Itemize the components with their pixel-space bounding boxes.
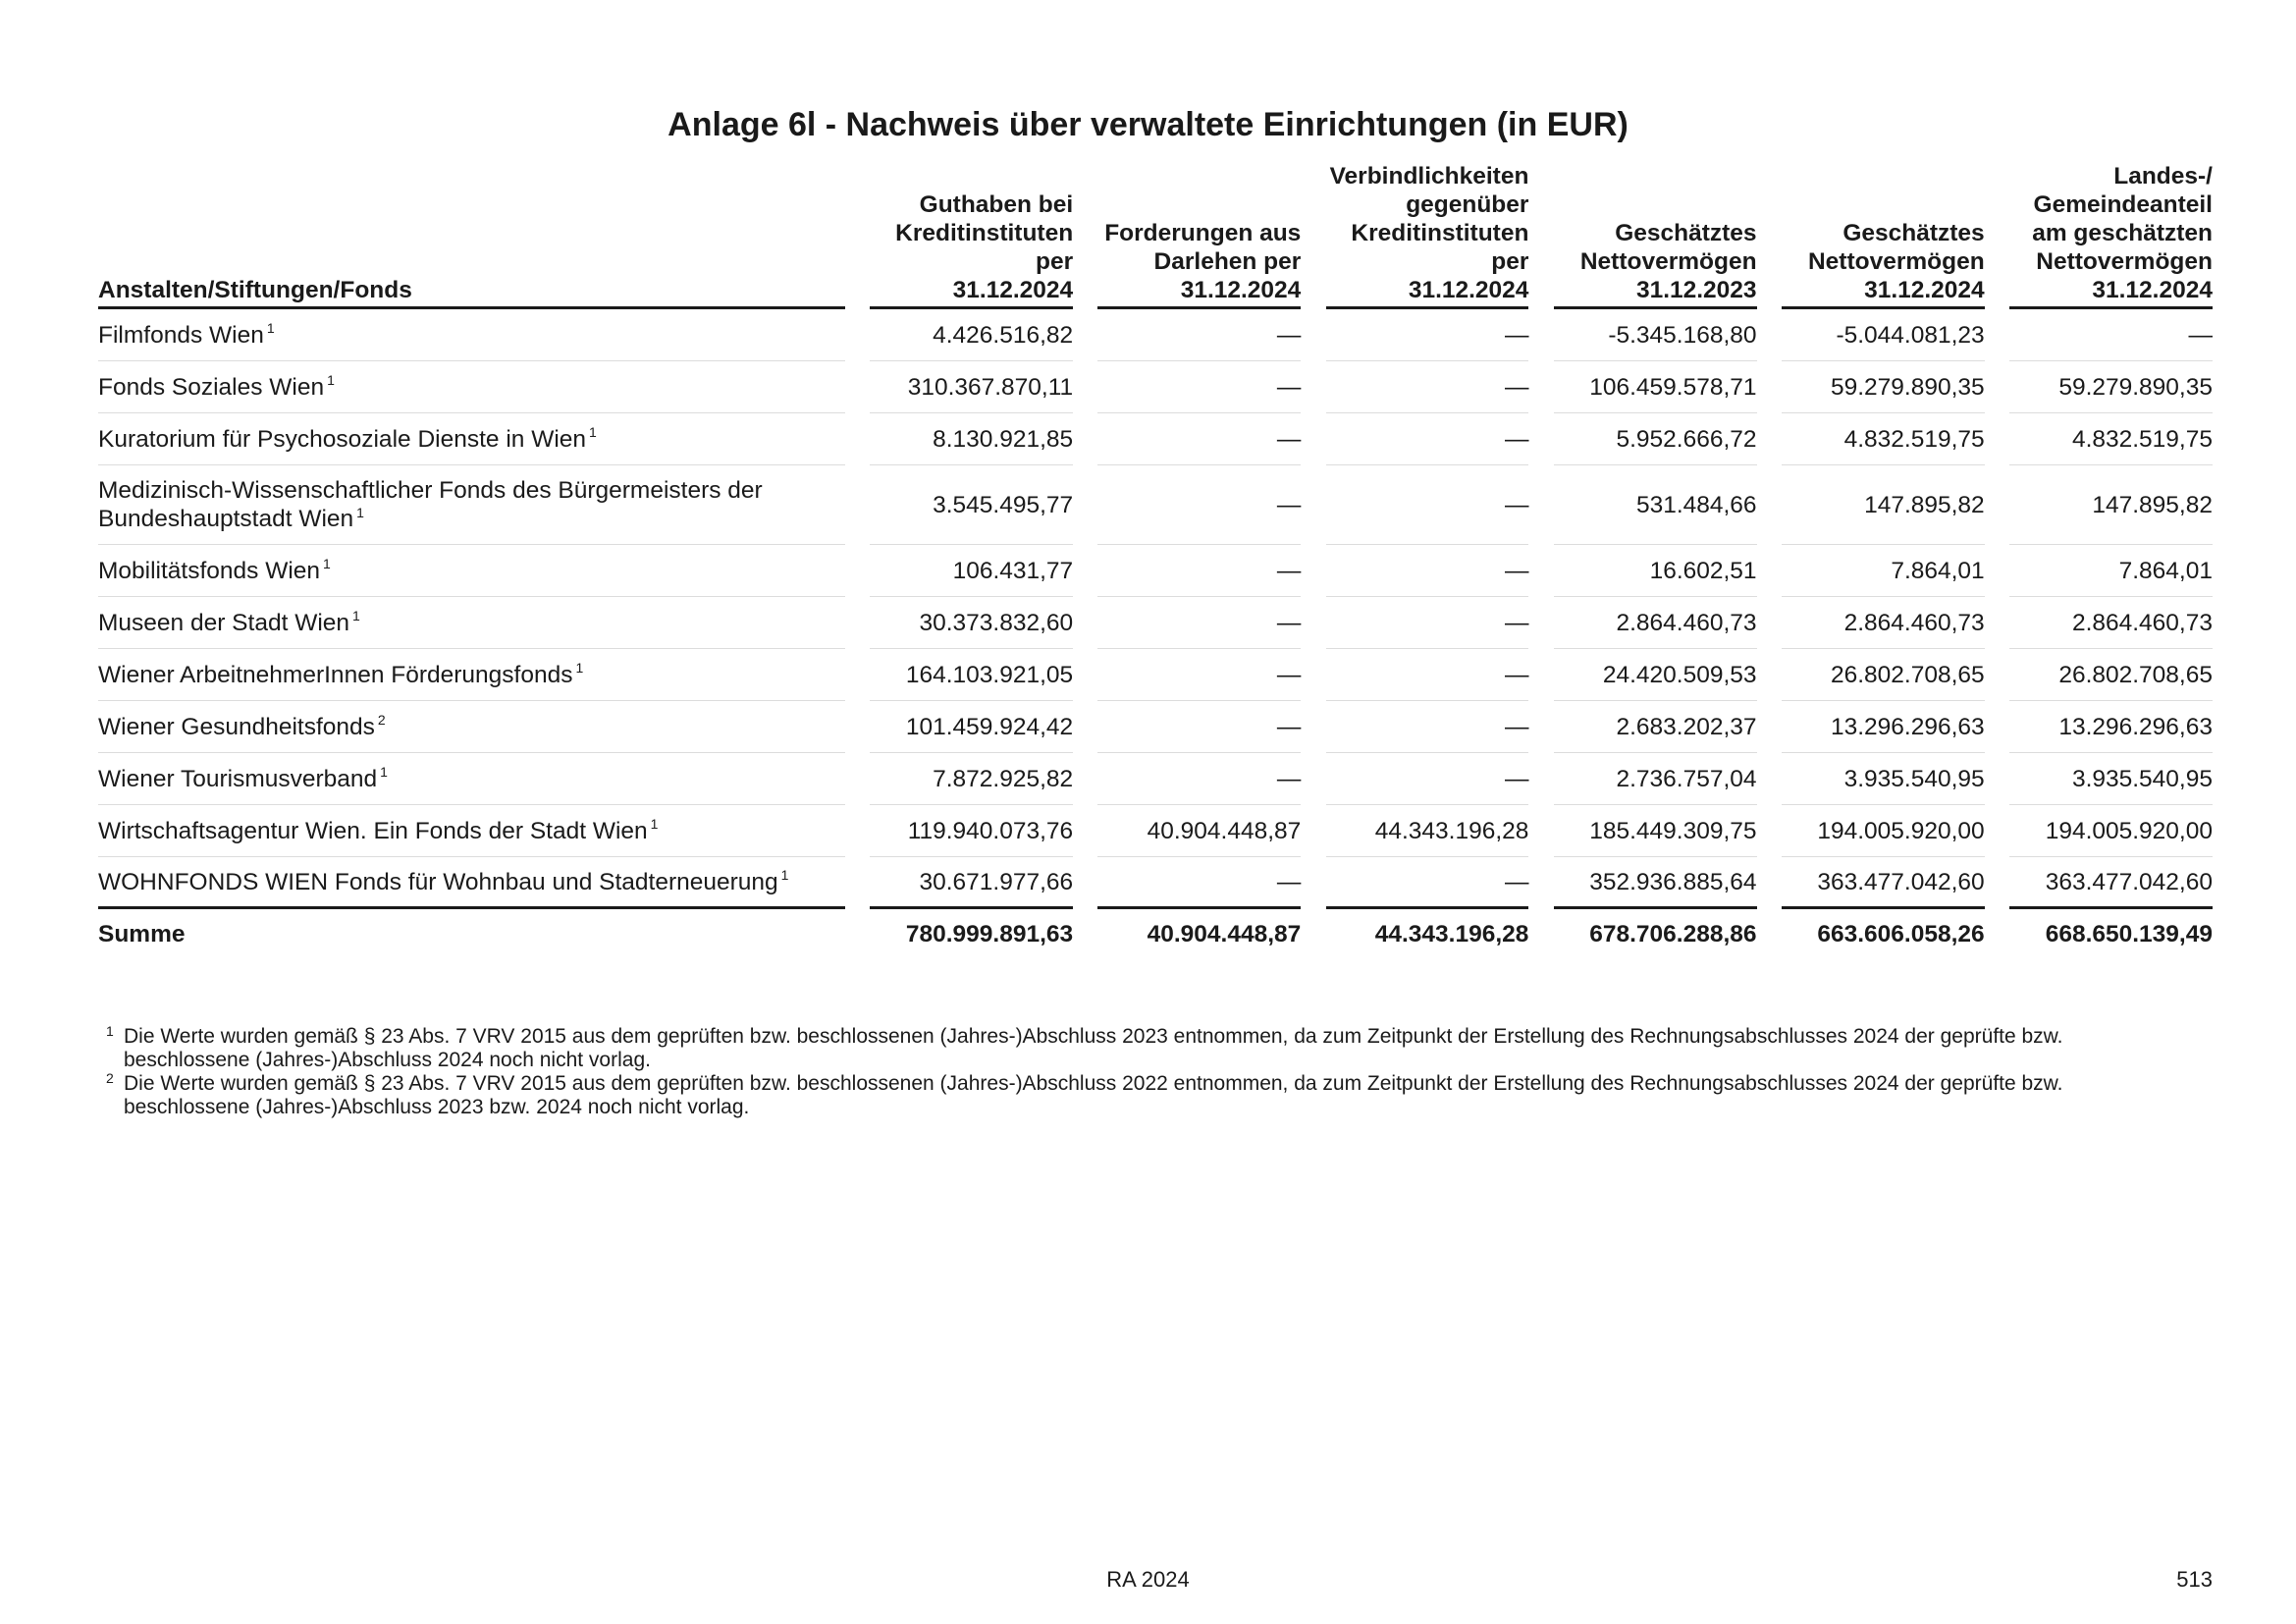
value-cell: -5.345.168,80 — [1554, 309, 1757, 361]
footnote-ref: 1 — [589, 424, 597, 441]
facility-name-text: Medizinisch-Wissenschaftlicher Fonds des Bürgermeisters der — [98, 477, 763, 504]
column-gap — [1073, 361, 1097, 413]
value-cell: 310.367.870,11 — [870, 361, 1073, 413]
column-gap — [1301, 597, 1325, 649]
column-gap — [1985, 545, 2009, 597]
total-value-cell: 40.904.448,87 — [1147, 920, 1302, 947]
column-gap — [1985, 413, 2009, 465]
column-gap — [1757, 597, 1782, 649]
column-gap — [1757, 309, 1782, 361]
column-gap — [1301, 805, 1325, 857]
value-cell: — — [1326, 309, 1529, 361]
value-cell: 164.103.921,05 — [870, 649, 1073, 701]
column-gap — [1528, 597, 1553, 649]
facilities-table — [98, 162, 2213, 958]
column-gap — [1985, 162, 2009, 309]
value-cell: — — [1097, 701, 1301, 753]
value-cell: — — [1097, 545, 1301, 597]
column-gap — [1528, 857, 1553, 909]
value-cell: — — [1326, 545, 1529, 597]
column-gap — [1528, 753, 1553, 805]
footnote-text: Die Werte wurden gemäß § 23 Abs. 7 VRV 2015 aus dem geprüften bzw. beschlossenen (Jahres-)Abschluss 2023 entnommen, da zum Zeitpunkt der Erstellung des Rechnungsabschlusses 2024 der geprüfte bzw. — [124, 1025, 2063, 1048]
column-gap — [1757, 701, 1782, 753]
table-row — [98, 753, 2213, 805]
column-gap — [1985, 753, 2009, 805]
value-cell: 194.005.920,00 — [2009, 805, 2213, 857]
facility-name-text: Wiener ArbeitnehmerInnen Förderungsfonds — [98, 661, 573, 688]
column-gap — [1073, 162, 1097, 309]
table-row — [98, 649, 2213, 701]
table-row — [98, 597, 2213, 649]
facility-name — [98, 545, 845, 597]
value-cell: 4.426.516,82 — [870, 309, 1073, 361]
column-gap — [1073, 597, 1097, 649]
column-header: Geschätztes Nettovermögen 31.12.2023 — [1554, 162, 1757, 309]
value-cell: 26.802.708,65 — [1782, 649, 1985, 701]
value-cell: 363.477.042,60 — [1782, 857, 1985, 909]
value-cell: 185.449.309,75 — [1554, 805, 1757, 857]
column-gap — [1528, 465, 1553, 545]
value-cell: — — [1326, 701, 1529, 753]
column-gap — [1985, 465, 2009, 545]
column-gap — [845, 805, 870, 857]
total-label: Summe — [98, 920, 186, 947]
facility-name-text: Filmfonds Wien — [98, 321, 264, 349]
column-gap — [1528, 413, 1553, 465]
value-cell: — — [1326, 465, 1529, 545]
facility-name-text: Wirtschaftsagentur Wien. Ein Fonds der Stadt Wien — [98, 817, 648, 844]
column-gap — [1301, 361, 1325, 413]
column-gap — [1301, 753, 1325, 805]
footnote-mark: 1 — [106, 1023, 114, 1039]
value-cell: 16.602,51 — [1554, 545, 1757, 597]
column-gap — [1301, 909, 1325, 958]
facility-name-text: Museen der Stadt Wien — [98, 609, 350, 636]
total-value-cell: 780.999.891,63 — [905, 920, 1074, 947]
footnote-text-cont: beschlossene (Jahres-)Abschluss 2024 noch nicht vorlag. — [124, 1049, 651, 1071]
facility-name-text: Wiener Gesundheitsfonds — [98, 713, 375, 740]
facility-name — [98, 649, 845, 701]
value-cell: 5.952.666,72 — [1554, 413, 1757, 465]
column-gap — [1073, 909, 1097, 958]
value-cell: — — [1326, 413, 1529, 465]
column-header: Forderungen aus Darlehen per 31.12.2024 — [1097, 162, 1301, 309]
value-cell: — — [1097, 413, 1301, 465]
column-gap — [845, 701, 870, 753]
column-gap — [845, 909, 870, 958]
facility-name-text: Wiener Tourismusverband — [98, 765, 378, 792]
value-cell: 352.936.885,64 — [1554, 857, 1757, 909]
value-cell: 101.459.924,42 — [870, 701, 1073, 753]
column-gap — [845, 162, 870, 309]
value-cell: — — [1097, 597, 1301, 649]
value-cell: 2.736.757,04 — [1554, 753, 1757, 805]
column-gap — [1073, 805, 1097, 857]
column-header: Verbindlichkeiten gegenüber Kreditinstituten per 31.12.2024 — [1326, 162, 1529, 309]
column-gap — [1301, 413, 1325, 465]
column-gap — [1757, 857, 1782, 909]
column-gap — [1985, 309, 2009, 361]
column-gap — [1985, 649, 2009, 701]
facility-name-text: Mobilitätsfonds Wien — [98, 557, 321, 584]
column-header: Geschätztes Nettovermögen 31.12.2024 — [1782, 162, 1985, 309]
value-cell: 106.459.578,71 — [1554, 361, 1757, 413]
column-gap — [1528, 649, 1553, 701]
value-cell: — — [1097, 753, 1301, 805]
footnote-ref: 1 — [780, 867, 789, 884]
value-cell: 7.872.925,82 — [870, 753, 1073, 805]
column-gap — [1985, 909, 2009, 958]
column-header: Anstalten/Stiftungen/Fonds — [98, 162, 845, 309]
column-gap — [1301, 857, 1325, 909]
footnote — [106, 1025, 2207, 1072]
column-gap — [1985, 361, 2009, 413]
column-gap — [1528, 701, 1553, 753]
footnote-ref: 1 — [575, 660, 584, 677]
column-gap — [845, 309, 870, 361]
value-cell: 8.130.921,85 — [870, 413, 1073, 465]
column-gap — [1528, 309, 1553, 361]
facility-name — [98, 857, 845, 909]
column-gap — [1301, 465, 1325, 545]
column-gap — [1757, 805, 1782, 857]
column-gap — [1301, 701, 1325, 753]
facility-name — [98, 753, 845, 805]
facility-name — [98, 465, 845, 545]
column-gap — [1073, 857, 1097, 909]
column-gap — [1301, 545, 1325, 597]
table-row — [98, 361, 2213, 413]
column-gap — [1757, 162, 1782, 309]
value-cell: 2.864.460,73 — [1782, 597, 1985, 649]
column-gap — [845, 597, 870, 649]
column-gap — [845, 649, 870, 701]
total-value-cell: 678.706.288,86 — [1589, 920, 1757, 947]
value-cell: 40.904.448,87 — [1097, 805, 1301, 857]
facility-name — [98, 413, 845, 465]
column-gap — [1073, 309, 1097, 361]
value-cell: 531.484,66 — [1554, 465, 1757, 545]
column-gap — [1985, 805, 2009, 857]
value-cell: — — [1097, 309, 1301, 361]
column-gap — [1985, 701, 2009, 753]
column-gap — [1528, 909, 1553, 958]
value-cell: 13.296.296,63 — [2009, 701, 2213, 753]
value-cell: 4.832.519,75 — [1782, 413, 1985, 465]
column-gap — [1301, 309, 1325, 361]
total-value-cell: 44.343.196,28 — [1374, 920, 1529, 947]
column-gap — [1757, 545, 1782, 597]
value-cell: 24.420.509,53 — [1554, 649, 1757, 701]
footnote-ref: 1 — [323, 556, 331, 572]
column-gap — [1073, 701, 1097, 753]
table-row — [98, 701, 2213, 753]
table-row — [98, 413, 2213, 465]
value-cell: 59.279.890,35 — [1782, 361, 1985, 413]
value-cell: 30.671.977,66 — [870, 857, 1073, 909]
value-cell: — — [1097, 649, 1301, 701]
column-gap — [845, 465, 870, 545]
value-cell: 59.279.890,35 — [2009, 361, 2213, 413]
value-cell: 147.895,82 — [2009, 465, 2213, 545]
column-gap — [1528, 805, 1553, 857]
total-row — [98, 909, 2213, 958]
table-row — [98, 857, 2213, 909]
facility-name-text-cont: Bundeshauptstadt Wien — [98, 506, 354, 532]
column-gap — [1073, 545, 1097, 597]
page-title: Anlage 6l - Nachweis über verwaltete Einrichtungen (in EUR) — [667, 106, 1629, 143]
column-gap — [1528, 545, 1553, 597]
column-gap — [845, 753, 870, 805]
value-cell: 106.431,77 — [870, 545, 1073, 597]
value-cell: 3.545.495,77 — [870, 465, 1073, 545]
column-gap — [845, 857, 870, 909]
value-cell: 7.864,01 — [2009, 545, 2213, 597]
value-cell: 2.864.460,73 — [1554, 597, 1757, 649]
column-gap — [1757, 465, 1782, 545]
column-gap — [845, 361, 870, 413]
column-gap — [1757, 909, 1782, 958]
facility-name-text: WOHNFONDS WIEN Fonds für Wohnbau und Stadterneuerung — [98, 868, 778, 895]
column-gap — [1073, 753, 1097, 805]
column-gap — [1757, 649, 1782, 701]
column-gap — [1985, 597, 2009, 649]
table-header-row — [98, 162, 2213, 309]
facility-name — [98, 701, 845, 753]
table-row — [98, 465, 2213, 545]
column-gap — [1757, 361, 1782, 413]
report-label: RA 2024 — [1106, 1567, 1190, 1592]
column-header: Guthaben bei Kreditinstituten per 31.12.2024 — [870, 162, 1073, 309]
value-cell: 147.895,82 — [1782, 465, 1985, 545]
column-gap — [1757, 413, 1782, 465]
facility-name — [98, 361, 845, 413]
value-cell: -5.044.081,23 — [1782, 309, 1985, 361]
value-cell: — — [1326, 361, 1529, 413]
value-cell: — — [1326, 597, 1529, 649]
footnote-ref: 1 — [266, 320, 275, 337]
value-cell: — — [1097, 857, 1301, 909]
footnote-ref: 1 — [650, 816, 659, 833]
footnote-text-cont: beschlossene (Jahres-)Abschluss 2023 bzw. 2024 noch nicht vorlag. — [124, 1096, 750, 1118]
value-cell: 13.296.296,63 — [1782, 701, 1985, 753]
column-gap — [845, 545, 870, 597]
value-cell: 119.940.073,76 — [870, 805, 1073, 857]
value-cell: 3.935.540,95 — [1782, 753, 1985, 805]
value-cell: 2.864.460,73 — [2009, 597, 2213, 649]
facility-name-text: Fonds Soziales Wien — [98, 373, 325, 401]
table-row — [98, 805, 2213, 857]
value-cell: — — [1097, 361, 1301, 413]
table-row — [98, 545, 2213, 597]
footnote-mark: 2 — [106, 1070, 114, 1086]
value-cell: 194.005.920,00 — [1782, 805, 1985, 857]
footnote-text: Die Werte wurden gemäß § 23 Abs. 7 VRV 2015 aus dem geprüften bzw. beschlossenen (Jahres-)Abschluss 2022 entnommen, da zum Zeitpunkt der Erstellung des Rechnungsabschlusses 2024 der geprüfte bzw. — [124, 1072, 2063, 1095]
total-value-cell: 668.650.139,49 — [2045, 920, 2213, 947]
value-cell: 363.477.042,60 — [2009, 857, 2213, 909]
value-cell: 26.802.708,65 — [2009, 649, 2213, 701]
value-cell: — — [2009, 309, 2213, 361]
page-number: 513 — [2176, 1567, 2213, 1592]
column-gap — [1528, 361, 1553, 413]
value-cell: 44.343.196,28 — [1326, 805, 1529, 857]
footnote-ref: 1 — [356, 504, 364, 520]
column-gap — [1528, 162, 1553, 309]
footnote-ref: 1 — [352, 608, 360, 624]
column-gap — [1073, 413, 1097, 465]
facility-name-text: Kuratorium für Psychosoziale Dienste in Wien — [98, 425, 587, 453]
column-gap — [845, 413, 870, 465]
total-value-cell: 663.606.058,26 — [1817, 920, 1985, 947]
footnote-ref: 1 — [327, 372, 335, 389]
facility-name — [98, 597, 845, 649]
value-cell: 7.864,01 — [1782, 545, 1985, 597]
column-gap — [1757, 753, 1782, 805]
facility-name — [98, 309, 845, 361]
table-row — [98, 309, 2213, 361]
footnotes — [106, 1025, 2207, 1119]
footnote-ref: 2 — [377, 712, 386, 729]
value-cell: — — [1097, 465, 1301, 545]
column-gap — [1301, 649, 1325, 701]
value-cell: 4.832.519,75 — [2009, 413, 2213, 465]
column-gap — [1301, 162, 1325, 309]
footnote — [106, 1072, 2207, 1119]
column-gap — [1073, 465, 1097, 545]
value-cell: 30.373.832,60 — [870, 597, 1073, 649]
value-cell: 3.935.540,95 — [2009, 753, 2213, 805]
facility-name — [98, 805, 845, 857]
value-cell: 2.683.202,37 — [1554, 701, 1757, 753]
footnote-ref: 1 — [380, 764, 388, 781]
value-cell: — — [1326, 649, 1529, 701]
value-cell: — — [1326, 753, 1529, 805]
value-cell: — — [1326, 857, 1529, 909]
column-gap — [1073, 649, 1097, 701]
column-gap — [1985, 857, 2009, 909]
column-header: Landes-/ Gemeindeanteil am geschätzten Nettovermögen 31.12.2024 — [2009, 162, 2213, 309]
